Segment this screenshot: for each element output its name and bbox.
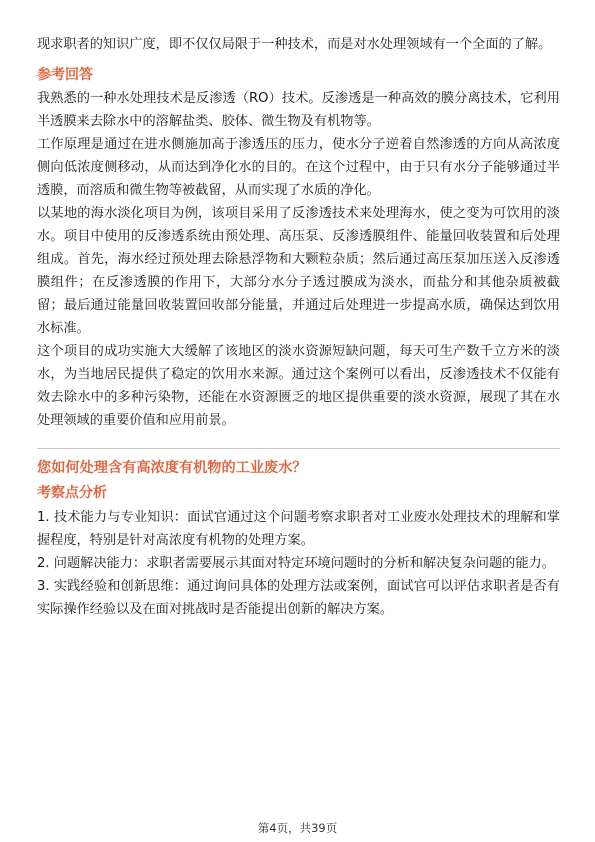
answer-paragraph-4: 这个项目的成功实施大大缓解了该地区的淡水资源短缺问题，每天可生产数千立方米的淡水，为当地居民提供了稳定的饮用水来源。通过这个案例可以看出，反渗透技术不仅能有效去除水中的多种污染物，还能在水资源匮乏的地区提供重要的淡水资源，展现了其在水处理领域的重要价值和应用前景。 [37, 344, 560, 428]
analysis-item-3: 3. 实践经验和创新思维：通过询问具体的处理方法或案例，面试官可以评估求职者是否有实际操作经验以及在面对挑战时是否能提出创新的解决方案。 [37, 579, 560, 617]
section-divider [37, 448, 560, 449]
answer-paragraph-1: 我熟悉的一种水处理技术是反渗透（RO）技术。反渗透是一种高效的膜分离技术，它利用半透膜来去除水中的溶解盐类、胶体、微生物及有机物等。 [37, 91, 560, 129]
page-content [37, 33, 560, 621]
answer-paragraph-2: 工作原理是通过在进水侧施加高于渗透压的压力，使水分子逆着自然渗透的方向从高浓度侧向低浓度侧移动，从而达到净化水的目的。在这个过程中，由于只有水分子能够通过半透膜，而溶质和微生物等被截留，从而实现了水质的净化。 [37, 137, 560, 198]
analysis-item-2: 2. 问题解决能力：求职者需要展示其面对特定环境问题时的分析和解决复杂问题的能力。 [37, 556, 555, 571]
analysis-heading: 考察点分析 [37, 485, 107, 501]
answer-paragraph-3: 以某地的海水淡化项目为例，该项目采用了反渗透技术来处理海水，使之变为可饮用的淡水。项目中使用的反渗透系统由预处理、高压泵、反渗透膜组件、能量回收装置和后处理组成。首先，海水经过预处理去除悬浮物和大颗粒杂质；然后通过高压泵加压送入反渗透膜组件；在反渗透膜的作用下，大部分水分子透过膜成为淡水，而盐分和其他杂质被截留；最后通过能量回收装置回收部分能量，并通过后处理进一步提高水质，确保达到饮用水标准。 [37, 206, 560, 336]
question-title: 您如何处理含有高浓度有机物的工业废水？ [37, 460, 307, 476]
analysis-item-1: 1. 技术能力与专业知识：面试官通过这个问题考察求职者对工业废水处理技术的理解和掌握程度，特别是针对高浓度有机物的处理方案。 [37, 510, 560, 548]
answer-heading: 参考回答 [37, 67, 93, 83]
intro-paragraph: 现求职者的知识广度，即不仅仅局限于一种技术，而是对水处理领域有一个全面的了解。 [37, 37, 552, 52]
page-number-footer: 第4页，共39页 [257, 821, 338, 835]
